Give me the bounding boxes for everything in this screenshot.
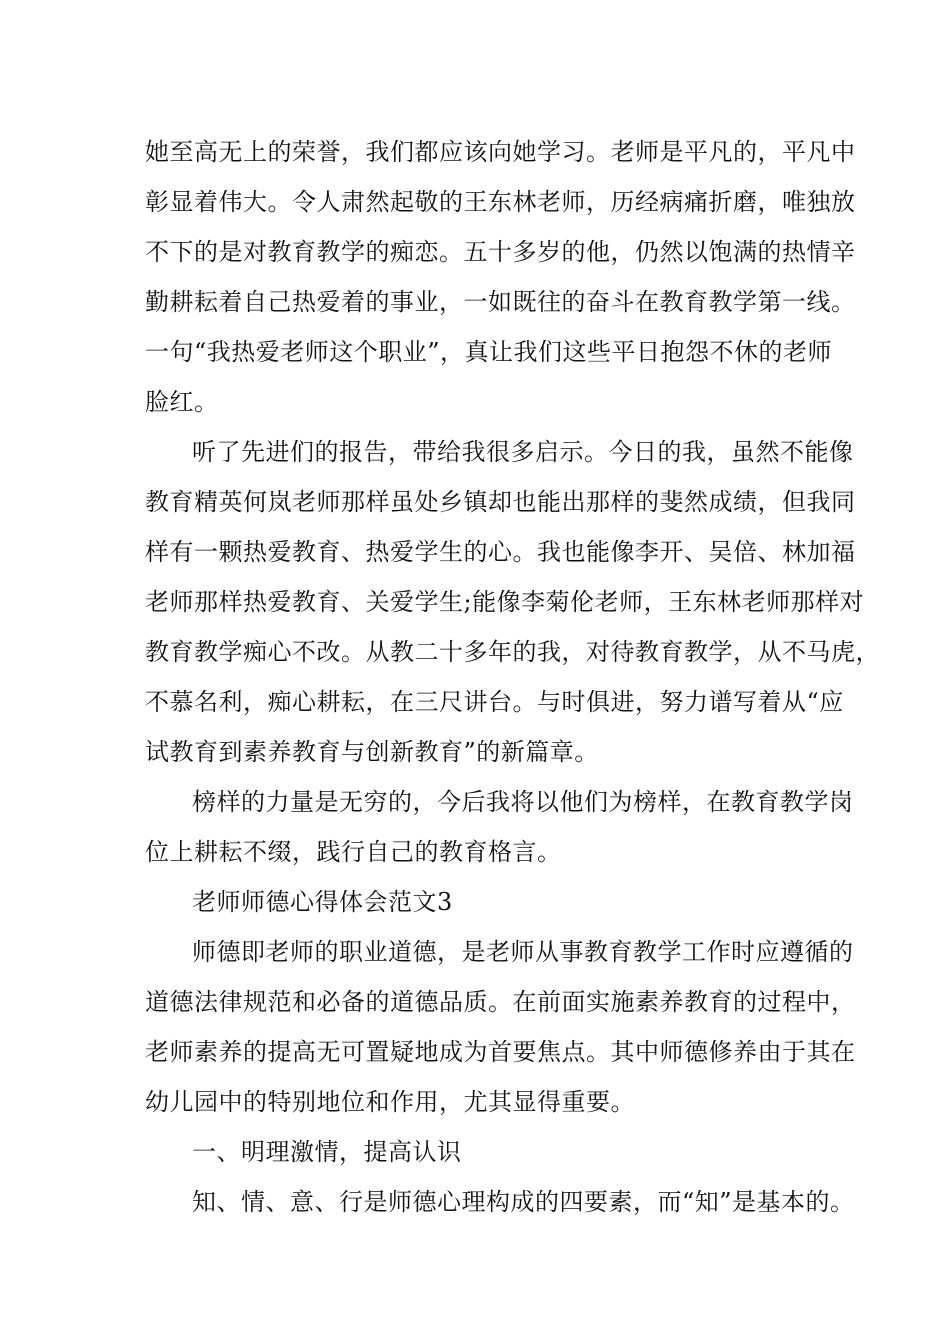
paragraph-first-line: 听了先进们的报告，带给我很多启示。今日的我，虽然不能像 — [192, 438, 854, 466]
paragraph-line: 样有一颗热爱教育、热爱学生的心。我也能像李开、吴倍、林加福 — [145, 538, 856, 566]
paragraph-line: 老师素养的提高无可置疑地成为首要焦点。其中师德修养由于其在 — [145, 1038, 856, 1066]
paragraph-line: 幼儿园中的特别地位和作用，尤其显得重要。 — [145, 1088, 635, 1116]
paragraph-line: 试教育到素养教育与创新教育”的新篇章。 — [145, 738, 599, 766]
subsection-heading: 一、明理激情，提高认识 — [192, 1138, 462, 1166]
paragraph-line: 她至高无上的荣誉，我们都应该向她学习。老师是平凡的，平凡中 — [145, 138, 856, 166]
paragraph-first-line: 榜样的力量是无穷的，今后我将以他们为榜样，在教育教学岗 — [192, 788, 854, 816]
paragraph-first-line: 师德即老师的职业道德，是老师从事教育教学工作时应遵循的 — [192, 938, 854, 966]
paragraph-first-line: 知、情、意、行是师德心理构成的四要素，而“知”是基本的。 — [192, 1188, 855, 1216]
paragraph-line: 一句“我热爱老师这个职业”，真让我们这些平日抱怨不休的老师 — [145, 338, 833, 366]
paragraph-line: 勤耕耘着自己热爱着的事业，一如既往的奋斗在教育教学第一线。 — [145, 288, 856, 316]
section-heading: 老师师德心得体会范文3 — [192, 888, 453, 916]
paragraph-line: 教育教学痴心不改。从教二十多年的我，对待教育教学，从不马虎， — [145, 638, 880, 666]
paragraph-line: 不下的是对教育教学的痴恋。五十多岁的他，仍然以饱满的热情辛 — [145, 238, 856, 266]
paragraph-line: 位上耕耘不缀，践行自己的教育格言。 — [145, 838, 562, 866]
paragraph-line: 不慕名利，痴心耕耘，在三尺讲台。与时俱进，努力谱写着从“应 — [145, 688, 844, 716]
paragraph-line: 脸红。 — [145, 388, 219, 416]
paragraph-line: 教育精英何岚老师那样虽处乡镇却也能出那样的斐然成绩，但我同 — [145, 488, 856, 516]
paragraph-line: 道德法律规范和必备的道德品质。在前面实施素养教育的过程中， — [145, 988, 856, 1016]
paragraph-line: 彰显着伟大。令人肃然起敬的王东林老师，历经病痛折磨，唯独放 — [145, 188, 856, 216]
paragraph-line: 老师那样热爱教育、关爱学生;能像李菊伦老师，王东林老师那样对 — [145, 588, 865, 616]
